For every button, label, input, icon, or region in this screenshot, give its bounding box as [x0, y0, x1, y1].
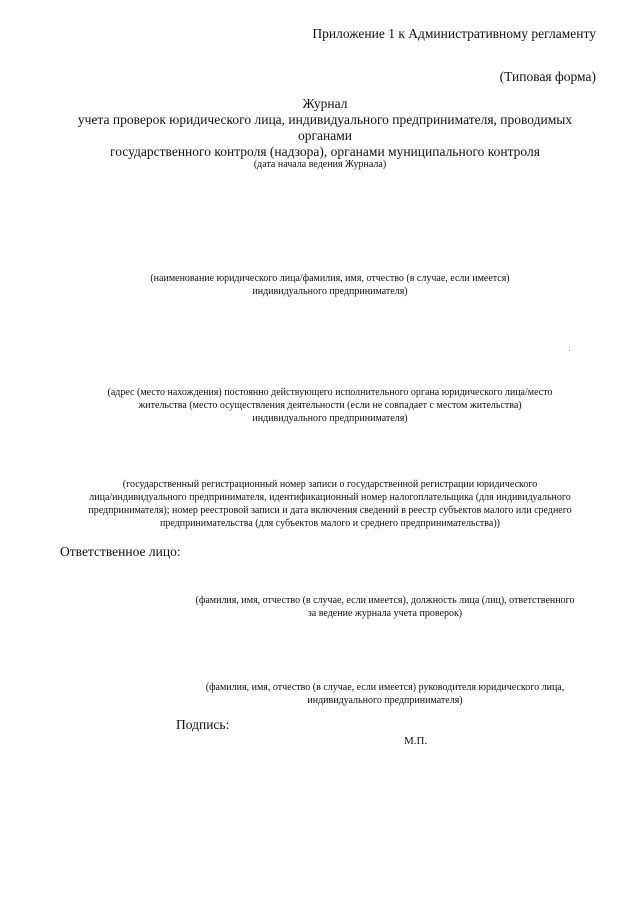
entity-name-caption: [100, 272, 560, 298]
journal-title-line: учета проверок юридического лица, индивидуального предпринимателя, проводимых органами: [77, 112, 573, 143]
caption-line: (фамилия, имя, отчество (в случае, если имеется) руководителя юридического лица,: [205, 682, 565, 693]
caption-line: индивидуального предпринимателя): [252, 413, 408, 424]
form-type-label: (Типовая форма): [499, 69, 596, 84]
caption-line: лица/индивидуального предпринимателя, идентификационный номер налогоплательщика (для индивидуального: [89, 492, 571, 503]
date-start-caption: (дата начала ведения Журнала): [253, 159, 387, 170]
caption-line: (фамилия, имя, отчество (в случае, если имеется), должность лица (лиц), ответственного: [195, 595, 575, 606]
responsible-person-label: Ответственное лицо:: [60, 544, 181, 559]
caption-line: (наименование юридического лица/фамилия, имя, отчество (в случае, если имеется): [150, 273, 510, 284]
head-fio-caption: [170, 681, 600, 707]
caption-line: индивидуального предпринимателя): [252, 286, 408, 297]
appendix-reference: Приложение 1 к Административному регламенту: [312, 26, 596, 41]
caption-line: (государственный регистрационный номер записи о государственной регистрации юридического: [122, 479, 538, 490]
caption-line: предпринимателя); номер реестровой записи и дата включения сведений в реестр субъектов малого или среднего: [88, 505, 572, 516]
scan-speck: [569, 350, 570, 351]
caption-line: жительства (место осуществления деятельности (если не совпадает с местом жительства): [138, 400, 522, 411]
responsible-fio-caption: [170, 594, 600, 620]
journal-title: [60, 96, 590, 160]
caption-line: предпринимательства (для субъектов малого и среднего предпринимательства)): [159, 518, 500, 529]
caption-line: (адрес (место нахождения) постоянно действующего исполнительного органа юридического лица/место: [107, 387, 553, 398]
journal-title-line: Журнал: [302, 96, 348, 111]
registration-caption: [60, 478, 600, 530]
seal-label: М.П.: [404, 735, 428, 747]
caption-line: за ведение журнала учета проверок): [307, 608, 463, 619]
address-caption: [70, 386, 590, 425]
caption-line: индивидуального предпринимателя): [307, 695, 463, 706]
signature-label: Подпись:: [176, 717, 230, 732]
journal-title-line: государственного контроля (надзора), органами муниципального контроля: [110, 144, 540, 159]
